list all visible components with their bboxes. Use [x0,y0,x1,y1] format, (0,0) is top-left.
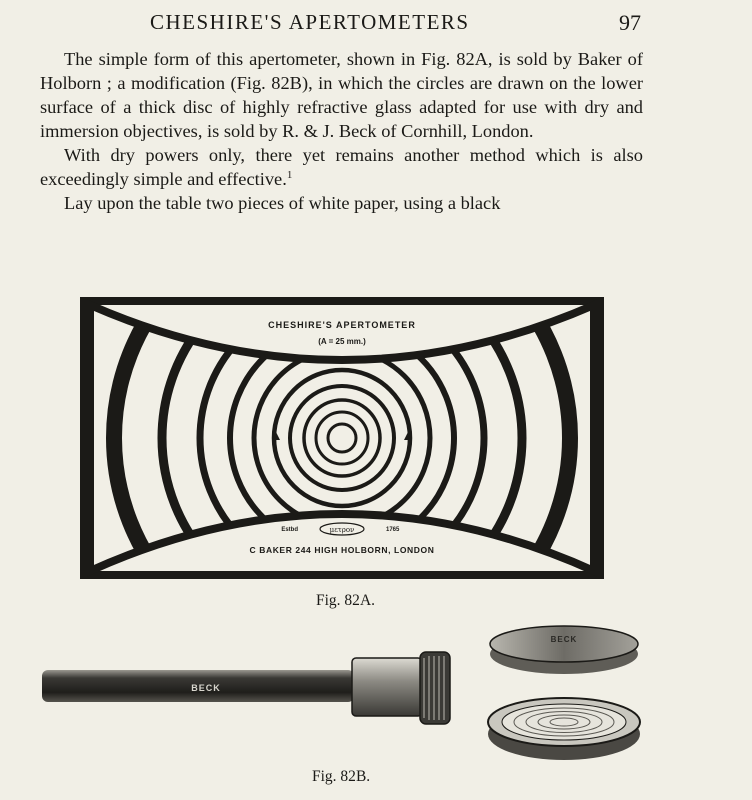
page-number: 97 [619,10,641,35]
paragraph-1-part-a: The simple form of this apertometer, shown in Fig. 82 [64,49,475,69]
fig82a-year: 1765 [386,527,400,533]
caption-fig-82b-prefix: Fig. 82 [312,768,356,785]
fig82a-title: CHESHIRE'S APERTOMETER [268,320,416,330]
fig82a-maker-line: C BAKER 244 HIGH HOLBORN, LONDON [249,545,435,555]
fig82a-subtitle: (A = 25 mm.) [318,337,366,346]
fig82a-logo-text: μετρον [329,526,355,534]
fig-82a-apertometer [80,297,604,579]
footnote-ref: 1 [286,168,293,181]
paragraph-2-text: With dry powers only, there yet remains another method which is also exceedingly simple and effective. [40,145,643,189]
disc-case-lid-label: BECK [550,635,578,644]
paragraph-3 [40,191,643,215]
paragraph-1-part-c: ), in which the circles are drawn on the lower surface of a thick disc of highly refractive glass adapted for use with dry and immersion objectives, is sold by R. & J. Beck of Cornhill, London. [40,73,643,141]
running-title: CHESHIRE'S APERTOMETERS [150,10,470,34]
beck-tube-sleeve [352,658,422,716]
disc-case-lid-top [490,626,638,662]
caption-fig-82a [316,592,375,610]
caption-fig-82a-letter: A. [359,592,376,609]
caption-fig-82b-letter: B. [355,768,371,785]
paragraph-3-text: Lay upon the table two pieces of white paper, using a black [64,193,501,213]
fig-82b-beck-apertometer [36,618,656,768]
glass-disc [502,704,626,740]
fig82a-estbd: Estbd [281,527,298,533]
paragraph-1 [40,47,643,143]
fig-ref-82b: B [289,73,302,93]
body-text [40,47,643,215]
caption-fig-82b [312,768,370,786]
paragraph-1-part-b: , is sold by Baker of Holborn ; a modification (Fig. 82 [40,49,643,93]
beck-tube-label: BECK [191,683,221,693]
fig-ref-82a: A [474,49,488,69]
caption-fig-82a-prefix: Fig. 82 [316,592,360,609]
paragraph-2 [40,143,643,191]
running-head [0,10,752,40]
